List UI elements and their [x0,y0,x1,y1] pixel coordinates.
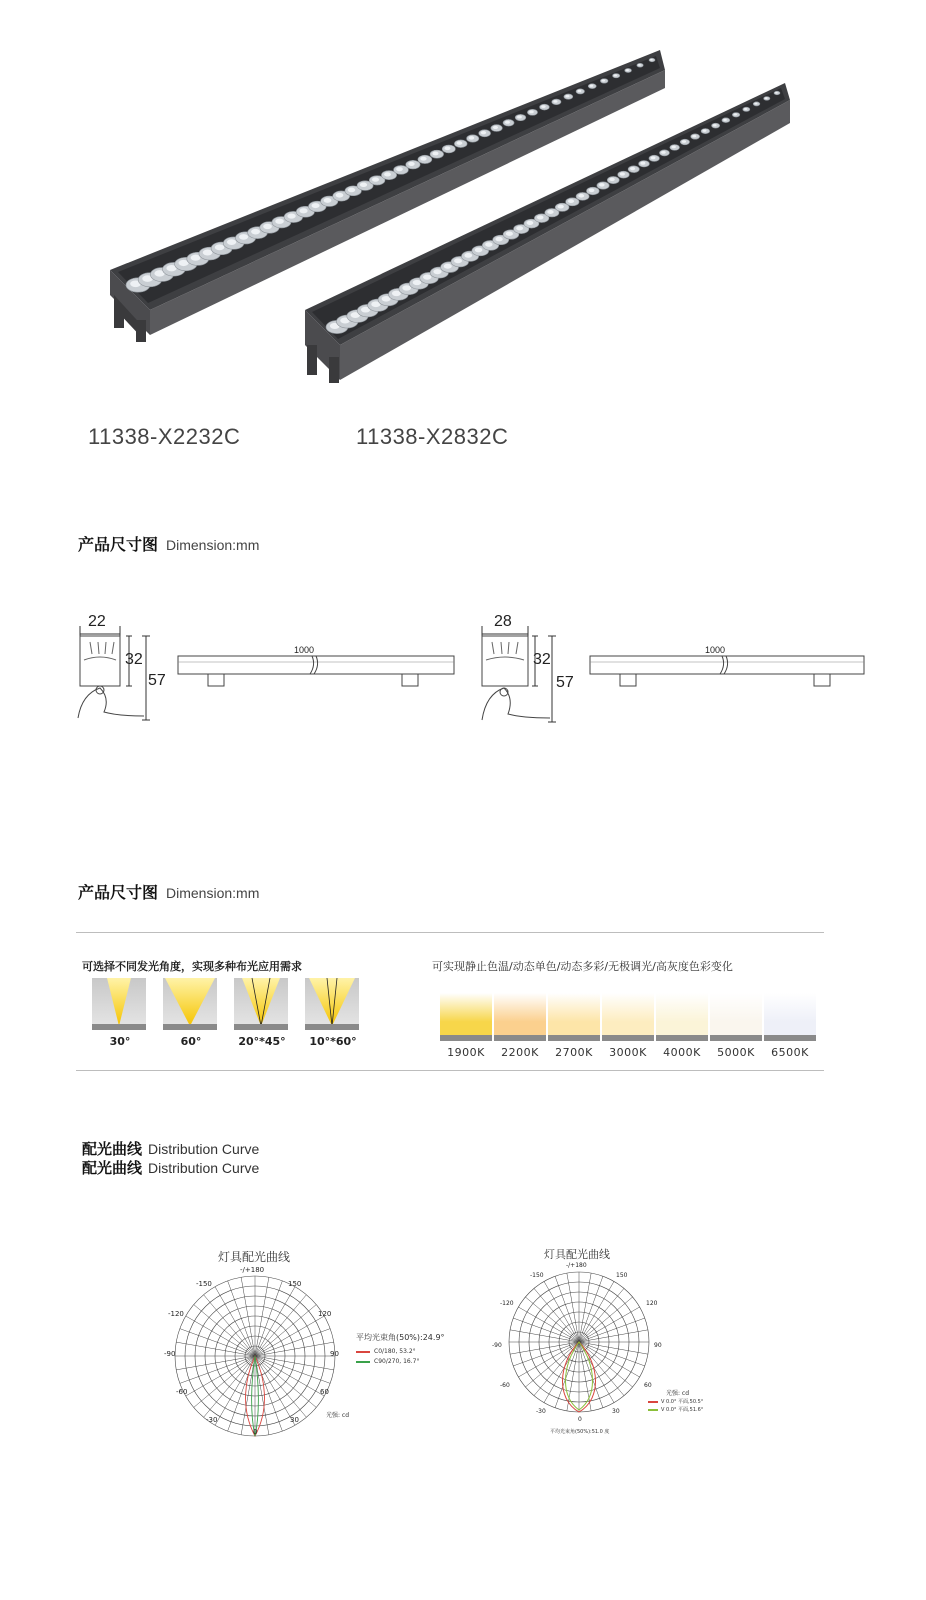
lens-highlight [661,151,666,154]
distribution-subtitle: Distribution Curve [148,1160,260,1176]
lens-highlight [599,183,605,186]
angle-label: -90 [492,1342,502,1349]
chart-footer: 平均光束角(50%):51.0 度 [550,1429,610,1435]
lens-highlight [506,232,513,236]
legend-swatch [356,1361,370,1363]
color-temp-base [602,1035,654,1041]
angle-label: -60 [500,1382,510,1389]
color-temp-base [764,1035,816,1041]
section-title: 产品尺寸图 [78,535,159,554]
lens-highlight [475,248,483,253]
distribution-title-2 [82,1159,259,1178]
divider-bottom [76,1070,824,1071]
beam-60 [163,978,217,1030]
lens-highlight [754,103,757,105]
color-temp-swatch [494,993,546,1041]
polar-chart-title: 灯具配光曲线 [544,1248,610,1261]
lens-highlight [682,140,686,143]
lens-highlight [692,135,696,138]
legend-text: C90/270, 16.7° [374,1358,420,1365]
lens-highlight [191,255,201,261]
polar-chart-1 [160,1248,460,1448]
legend-text: C0/180, 53.2° [374,1348,416,1355]
lens-highlight [744,108,747,110]
divider-top [76,932,824,933]
lens-highlight [496,237,503,241]
angle-label: 0 [578,1416,582,1423]
lens-highlight [454,258,462,263]
lens-highlight [775,92,778,94]
cross-section-drawing-1 [70,612,470,732]
color-temp-base [548,1035,600,1041]
beam-angle-illustrations [90,976,380,1036]
angle-label: 60 [320,1388,329,1396]
lens-highlight [626,69,629,71]
color-temp-base [710,1035,762,1041]
color-temp-swatch [440,993,492,1041]
dimension-section-title-2 [78,880,259,903]
angle-label: -120 [168,1310,184,1318]
color-temp-base [440,1035,492,1041]
product-model-2: 11338-X2832C [356,424,509,449]
angle-label: -/+180 [566,1262,587,1269]
polar-chart-title: 灯具配光曲线 [218,1250,291,1264]
color-temp-swatch [602,993,654,1041]
color-temp-label: 6500K [771,1046,809,1059]
lens-highlight [516,226,523,230]
dim-height-label-1: 32 [125,651,143,668]
beam-label-4: 10°*60° [309,1035,357,1048]
color-temp-swatch [656,993,708,1041]
dim-width-label-2: 28 [494,613,512,630]
lens-highlight [537,215,544,219]
color-temp-label: 2700K [555,1046,593,1059]
color-temp-labels [440,1046,820,1062]
product-image-2 [295,75,795,395]
lens-highlight [703,129,707,131]
dim-length-label-1: 1000 [294,645,315,655]
beam-20x45 [234,978,288,1030]
lens-highlight [713,124,717,126]
unit-label: 光强: cd [326,1412,350,1419]
lens-highlight [527,221,534,225]
lens-highlight [263,224,272,229]
angle-label: 30 [612,1408,620,1415]
angle-label: 90 [330,1350,339,1358]
angle-label: 120 [646,1300,658,1307]
lens-highlight [558,205,564,209]
angle-label: 90 [654,1342,662,1349]
legend-item-1 [648,1398,703,1405]
color-temp-swatch [710,993,762,1041]
lens-highlight [765,97,768,99]
dimension-drawing-2 [474,612,874,732]
angle-label: -60 [176,1388,188,1396]
lens-highlight [413,280,422,285]
legend-swatch [648,1409,658,1411]
angle-label: -30 [536,1408,546,1415]
light-bar-illustration-2 [295,75,795,395]
dim-total-height-label-2: 57 [556,674,574,691]
legend-swatch [648,1401,658,1403]
angle-label: 120 [318,1310,332,1318]
beam-label-2: 60° [180,1035,202,1048]
lens-highlight [239,234,248,240]
lens-highlight [650,59,653,61]
legend-swatch [356,1351,370,1353]
color-temp-label: 3000K [609,1046,647,1059]
color-temp-label: 5000K [717,1046,755,1059]
lens-highlight [734,113,737,115]
lens-highlight [638,64,641,66]
lens-highlight [651,156,656,159]
color-temp-swatch [548,993,600,1041]
dim-width-label-1: 22 [88,613,106,630]
angle-label: -/+180 [240,1266,265,1274]
lens-highlight [433,269,441,274]
section-title: 产品尺寸图 [78,883,159,902]
angle-label: -150 [196,1280,212,1288]
color-temp-label: 4000K [663,1046,701,1059]
lens-highlight [275,219,284,224]
legend-title: 平均光束角(50%):24.9° [356,1333,445,1342]
distribution-title-1 [82,1140,259,1159]
dimension-drawing-1 [70,612,470,732]
legend-title: 光强: cd [666,1390,690,1397]
legend-text: V 0.0° 平面,51.6° [661,1407,704,1413]
legend-item-1 [356,1348,416,1355]
color-temp-swatch [764,993,816,1041]
angle-label: 30 [290,1416,299,1424]
lens-highlight [203,250,213,256]
legend-item-2 [356,1358,419,1365]
lens-highlight [578,194,584,198]
beam-label-3: 20°*45° [238,1035,286,1048]
distribution-title: 配光曲线 [82,1159,143,1177]
section-subtitle: Dimension:mm [166,537,260,553]
lens-highlight [251,229,260,235]
lens-highlight [444,264,452,269]
legend-text: V 0.0° 平面,50.5° [661,1399,704,1405]
beam-30 [92,978,146,1030]
polar-chart-2 [488,1246,748,1446]
angle-label: -90 [164,1350,176,1358]
lens-highlight [215,244,224,250]
lens-highlight [547,210,553,214]
lens-highlight [402,285,411,290]
section-subtitle: Dimension:mm [166,885,260,901]
polar-grid-1 [160,1268,360,1448]
lens-highlight [568,199,574,203]
dim-height-label-2: 32 [533,651,551,668]
color-temp-label: 2200K [501,1046,539,1059]
lens-highlight [485,242,492,247]
color-temp-swatches [440,993,820,1041]
lens-highlight [423,274,431,279]
lens-highlight [620,172,625,175]
distribution-title: 配光曲线 [82,1140,143,1158]
lens-highlight [589,189,595,193]
color-temp-label: 1900K [447,1046,485,1059]
distribution-subtitle: Distribution Curve [148,1141,260,1157]
angle-label: 150 [288,1280,302,1288]
color-temp-base [494,1035,546,1041]
color-temps-heading: 可实现静止色温/动态单色/动态多彩/无极调光/高灰度色彩变化 [432,960,733,973]
lens-highlight [630,167,635,170]
lens-highlight [723,119,727,121]
angle-label: 60 [644,1382,652,1389]
lens-highlight [227,239,236,245]
color-temp-base [656,1035,708,1041]
cross-section-drawing-2 [474,612,874,732]
lens-highlight [640,162,645,165]
beam-options-heading: 可选择不同发光角度，实现多种布光应用需求 [82,960,302,973]
beam-label-1: 30° [109,1035,131,1048]
lens-highlight [672,146,676,149]
lens-highlight [464,253,472,258]
dim-total-height-label-1: 57 [148,672,166,689]
beam-10x60 [305,978,359,1030]
lens-highlight [609,178,614,181]
angle-label: -30 [206,1416,218,1424]
dimension-section-title-1 [78,532,259,555]
angle-label: -120 [500,1300,514,1307]
dim-length-label-2: 1000 [705,645,726,655]
angle-label: -150 [530,1272,544,1279]
polar-grid-2 [496,1264,666,1424]
angle-label: 150 [616,1272,628,1279]
legend-item-2 [648,1406,703,1413]
product-model-1: 11338-X2232C [88,424,241,449]
angle-label: 0 [253,1428,258,1436]
